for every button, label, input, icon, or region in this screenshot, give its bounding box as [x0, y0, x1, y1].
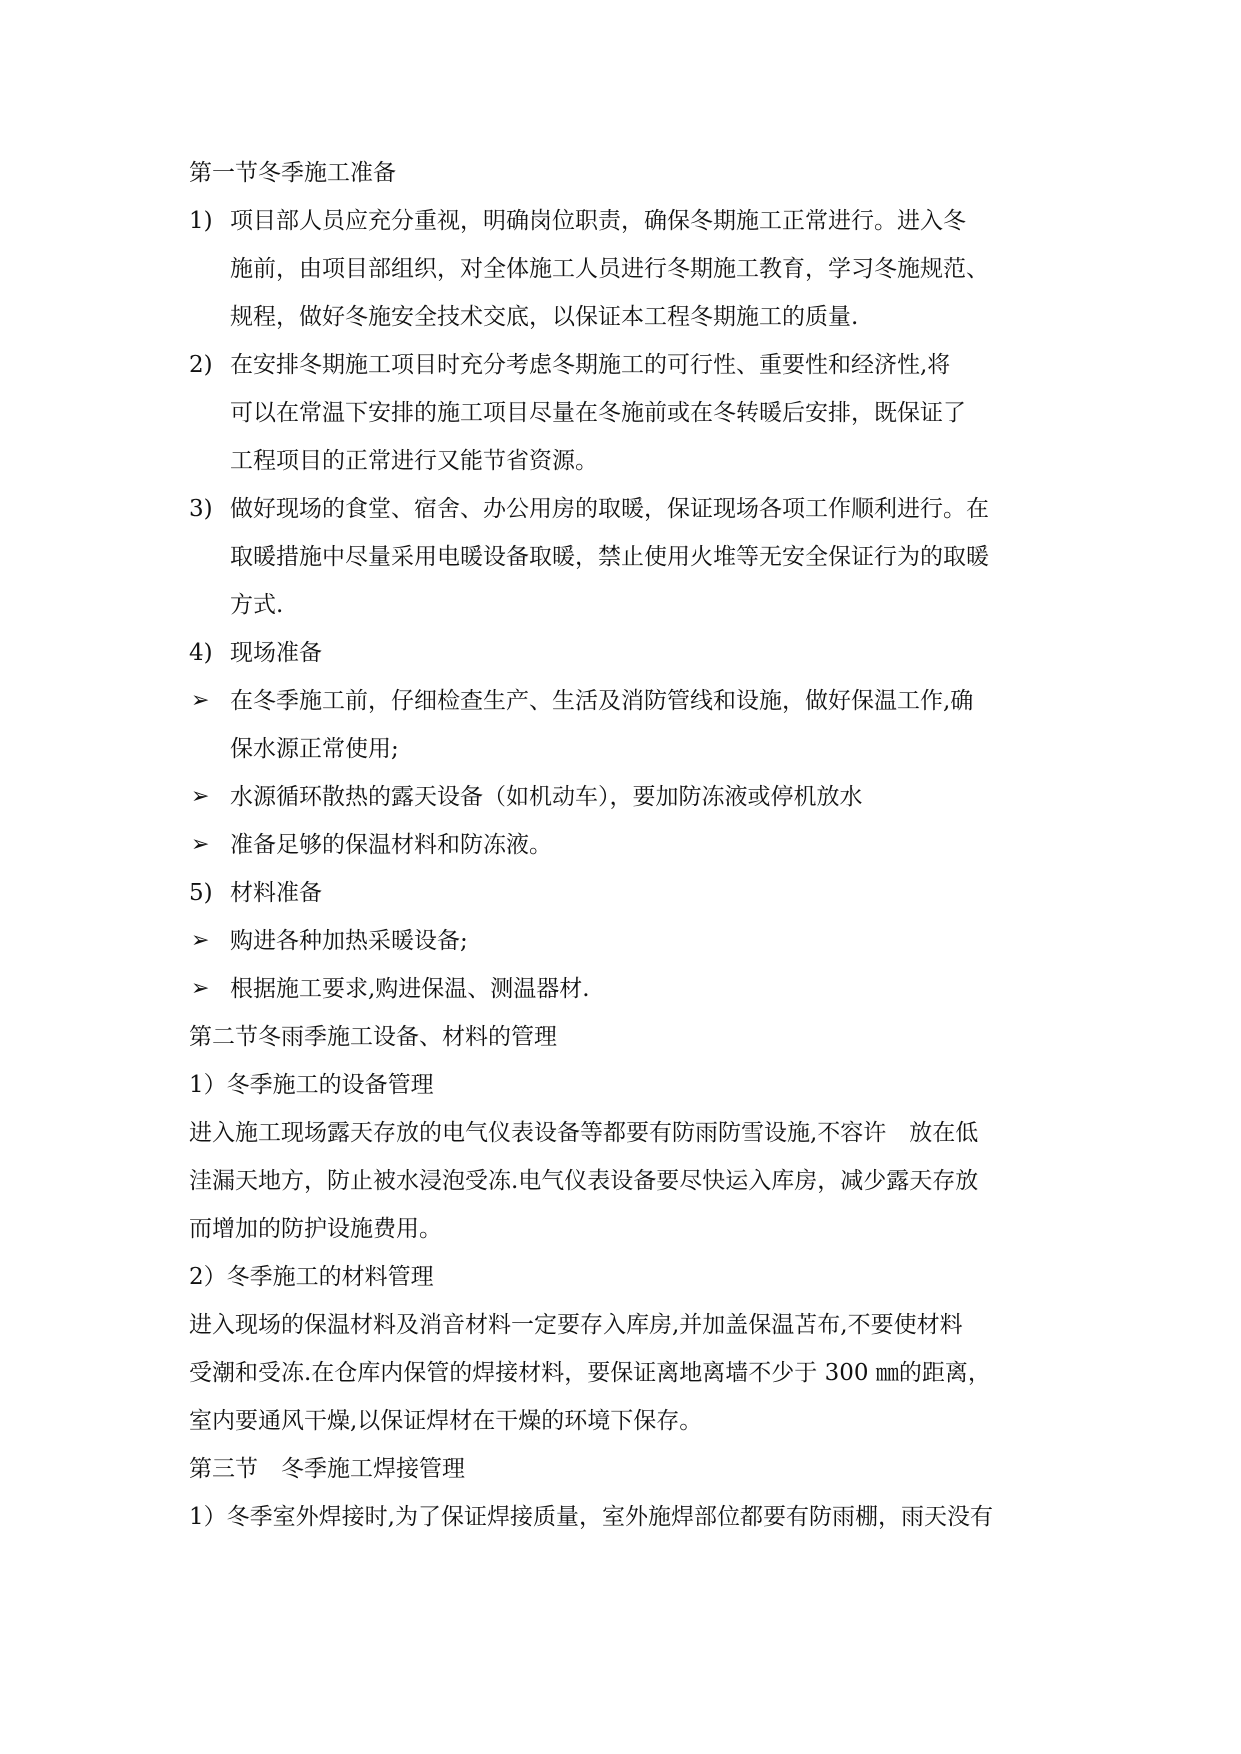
section2-sub1-line3: 而增加的防护设施费用。: [189, 1216, 442, 1242]
bullet-arrow-icon: ➢: [191, 832, 210, 857]
item5-bullet1: 购进各种加热采暖设备;: [230, 928, 468, 954]
section2-sub1-line2: 洼漏天地方，防止被水浸泡受冻.电气仪表设备要尽快运入库房，减少露天存放: [189, 1168, 979, 1194]
item4-marker: 4): [189, 640, 213, 666]
section1-heading: 第一节冬季施工准备: [189, 160, 396, 186]
item5-marker: 5): [189, 880, 213, 906]
item1-line3: 规程，做好冬施安全技术交底，以保证本工程冬期施工的质量.: [230, 304, 859, 330]
section2-sub1-title: 1）冬季施工的设备管理: [189, 1072, 434, 1098]
item4-bullet1-line2: 保水源正常使用;: [230, 736, 399, 762]
bullet-arrow-icon: ➢: [191, 928, 210, 953]
section3-heading: 第三节 冬季施工焊接管理: [189, 1456, 465, 1482]
bullet-arrow-icon: ➢: [191, 784, 210, 809]
item3-line2: 取暖措施中尽量采用电暖设备取暖，禁止使用火堆等无安全保证行为的取暖: [230, 544, 989, 570]
item1-marker: 1): [189, 208, 213, 234]
bullet-arrow-icon: ➢: [191, 976, 210, 1001]
section2-heading: 第二节冬雨季施工设备、材料的管理: [189, 1024, 557, 1050]
item2-line3: 工程项目的正常进行又能节省资源。: [230, 448, 598, 474]
item5-title: 材料准备: [230, 880, 322, 906]
section2-sub2-line1: 进入现场的保温材料及消音材料一定要存入库房,并加盖保温苫布,不要使材料: [189, 1312, 963, 1338]
item5-bullet2: 根据施工要求,购进保温、测温器材.: [230, 976, 590, 1002]
item1-line2: 施前，由项目部组织，对全体施工人员进行冬期施工教育，学习冬施规范、: [230, 256, 989, 282]
section2-sub2-title: 2）冬季施工的材料管理: [189, 1264, 434, 1290]
bullet-arrow-icon: ➢: [191, 688, 210, 713]
item2-line1: 在安排冬期施工项目时充分考虑冬期施工的可行性、重要性和经济性,将: [230, 352, 951, 378]
item3-marker: 3): [189, 496, 213, 522]
section3-line1: 1）冬季室外焊接时,为了保证焊接质量，室外施焊部位都要有防雨棚，雨天没有: [189, 1504, 993, 1530]
item1-line1: 项目部人员应充分重视，明确岗位职责，确保冬期施工正常进行。进入冬: [230, 208, 966, 234]
item2-marker: 2): [189, 352, 213, 378]
item4-title: 现场准备: [230, 640, 322, 666]
item4-bullet2: 水源循环散热的露天设备（如机动车），要加防冻液或停机放水: [230, 784, 863, 810]
item2-line2: 可以在常温下安排的施工项目尽量在冬施前或在冬转暖后安排，既保证了: [230, 400, 966, 426]
item3-line1: 做好现场的食堂、宿舍、办公用房的取暖，保证现场各项工作顺利进行。在: [230, 496, 989, 522]
item3-line3: 方式.: [230, 592, 284, 618]
item4-bullet1-line1: 在冬季施工前，仔细检查生产、生活及消防管线和设施，做好保温工作,确: [230, 688, 974, 714]
section2-sub1-line1: 进入施工现场露天存放的电气仪表设备等都要有防雨防雪设施,不容许 放在低: [189, 1120, 979, 1146]
section2-sub2-line3: 室内要通风干燥,以保证焊材在干燥的环境下保存。: [189, 1408, 703, 1434]
item4-bullet3: 准备足够的保温材料和防冻液。: [230, 832, 552, 858]
section2-sub2-line2: 受潮和受冻.在仓库内保管的焊接材料，要保证离地离墙不少于 300 ㎜的距离，: [189, 1360, 991, 1386]
